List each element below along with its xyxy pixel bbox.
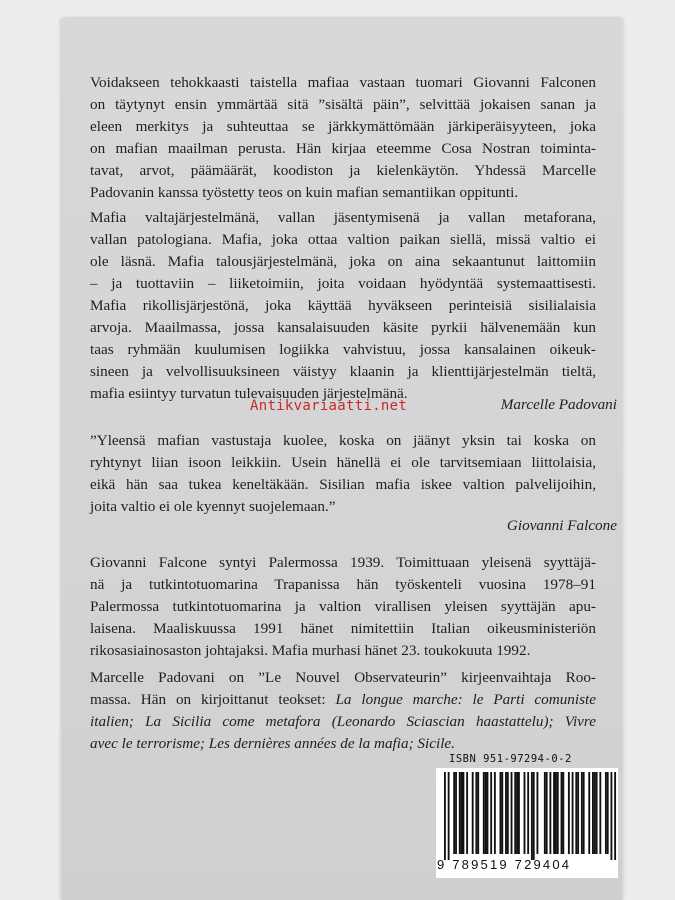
text-line: ryhtynyt liian isoon leikkiin. Usein hänellä ei ole tarvitsemiaan liittolaisia,: [90, 454, 596, 471]
barcode-bar: [444, 772, 446, 860]
quote-paragraph: [90, 430, 596, 518]
text-line: Giovanni Falcone syntyi Palermossa 1939. Toimittuaan yleisenä syyttäjä-: [90, 554, 596, 571]
text-line: – ja tuottaviin – liiketoimiin, joita voidaan hyödyntää systemaattisesti.: [90, 275, 596, 292]
text-line: on täytynyt ensin ymmärtää sitä ”sisältä päin”, selvittää jokaisen sanan ja: [90, 96, 596, 113]
barcode-bar: [588, 772, 590, 854]
text-line: Marcelle Padovani on ”Le Nouvel Observateurin” kirjeenvaihtaja Roo-: [90, 669, 596, 686]
text-line: Mafia rikollisjärjestönä, joka käyttää hyväkseen perinteisiä sisilialaisia: [90, 297, 596, 314]
barcode-bar: [485, 772, 487, 854]
barcode-bar: [562, 772, 564, 854]
barcode-bars: [436, 768, 618, 860]
barcode-bar: [507, 772, 509, 854]
barcode-bar: [472, 772, 474, 854]
barcode-bar: [568, 772, 570, 854]
barcode-bar: [596, 772, 598, 854]
barcode-bar: [514, 772, 516, 854]
barcode-bar: [527, 772, 529, 854]
barcode-bar: [544, 772, 546, 854]
barcode-bar: [494, 772, 496, 854]
barcode-bar: [549, 772, 551, 854]
barcode-number: 9 789519 729404: [437, 857, 572, 872]
barcode-bar: [555, 772, 557, 854]
barcode-bar: [490, 772, 492, 854]
text-line: Mafia valtajärjestelmänä, vallan jäsentymisenä ja vallan metaforana,: [90, 209, 596, 226]
barcode-bar: [575, 772, 577, 854]
isbn-label: ISBN 951-97294-0-2: [449, 753, 572, 765]
barcode-bar: [533, 772, 535, 860]
text-line: arvoja. Maailmassa, jossa kansalaisuuden käsite pyrkii hälvenemään kun: [90, 319, 596, 336]
barcode-bar: [518, 772, 520, 854]
barcode-bar: [448, 772, 450, 860]
barcode-bar: [466, 772, 468, 854]
bio-padovani: [90, 667, 596, 755]
text-line: joita valtio ei ole kyennyt suojelemaan.”: [90, 498, 336, 515]
signature-falcone: Giovanni Falcone: [506, 517, 617, 534]
barcode-bar: [605, 772, 607, 854]
barcode-bar: [463, 772, 465, 854]
text-line: ole läsnä. Mafia talousjärjestelmänä, joka on aina sekaantunut laittomiin: [90, 253, 596, 270]
barcode-bar: [537, 772, 539, 854]
barcode-bar: [572, 772, 574, 854]
text-line: taas ryhmään kuulumisen logiikka vahvistuu, jossa kansalainen oikeuk-: [90, 341, 596, 358]
barcode-bar: [594, 772, 596, 854]
text-line: Voidakseen tehokkaasti taistella mafiaa vastaan tuomari Giovanni Falconen: [90, 74, 596, 91]
text-line: avec le terrorisme; Les dernières années de la mafia; Sicile.: [90, 735, 455, 752]
text-line: rikosasiainosaston johtajaksi. Mafia murhasi hänet 23. toukokuuta 1992.: [90, 642, 531, 659]
text-line: eleen merkitys ja suhteuttaa se järkkymättömään järkiperäisyyteen, joka: [90, 118, 596, 135]
text-line: sineen ja velvollisuuksineen väistyy klaanin ja klienttijärjestelmän tieltä,: [90, 363, 596, 380]
text-line: ”Yleensä mafian vastustaja kuolee, koska on jäänyt yksin tai koska on: [90, 432, 596, 449]
text-line: massa. Hän on kirjoittanut teokset: La longue marche: le Parti comuniste: [90, 691, 596, 708]
text-line: nä ja tutkintotuomarina Trapanissa hän työskenteli vuosina 1978–91: [90, 576, 596, 593]
blurb-paragraph-2: [90, 207, 596, 405]
watermark-text: Antikvariaatti.net: [250, 398, 408, 414]
barcode-bar: [516, 772, 518, 854]
text-line: mafia esiintyy turvatun tulevaisuuden järjestelmänä.: [90, 385, 408, 402]
bio-falcone: [90, 552, 596, 662]
text-line: Padovanin kanssa työstetty teos on kuin mafian semantiikan oppitunti.: [90, 184, 519, 201]
barcode-bar: [500, 772, 502, 854]
barcode-bar: [592, 772, 594, 854]
barcode-bar: [577, 772, 579, 854]
blurb-paragraph-1: [90, 72, 596, 204]
text-line: tavat, arvot, päämäärät, koodiston ja kielenkäytön. Yhdessä Marcelle: [90, 162, 596, 179]
text-line: eikä hän saa tukea keneltäkään. Sisilian mafia iskee valtion palvelijoihin,: [90, 476, 596, 493]
barcode-bar: [557, 772, 559, 854]
barcode-bar: [453, 772, 455, 854]
barcode-bar: [599, 772, 601, 854]
barcode-bar: [505, 772, 507, 854]
signature-padovani: Marcelle Padovani: [500, 396, 617, 413]
barcode-bar: [455, 772, 457, 854]
barcode-bar: [511, 772, 513, 854]
text-line: on mafian maailman perusta. Hän kirjaa eteemme Cosa Nostran toiminta-: [90, 140, 596, 157]
barcode-bar: [501, 772, 503, 854]
text-line: Palermossa tutkintotuomarina ja valtion virallisen yleisen syyttäjän apu-: [90, 598, 596, 615]
barcode-bar: [459, 772, 461, 854]
text-line: vallan patologiana. Mafia, joka ottaa valtion paikan siellä, missä valtio ei: [90, 231, 596, 248]
text-line: laisena. Maaliskuussa 1991 hänet nimitettiin Italian oikeusministeriön: [90, 620, 596, 637]
barcode-bar: [546, 772, 548, 854]
text-line: italien; La Sicilia come metafora (Leonardo Sciascian haastattelu); Vivre: [90, 713, 596, 730]
barcode-bar: [614, 772, 616, 860]
barcode-bar: [461, 772, 463, 854]
barcode-bar: [583, 772, 585, 854]
barcode-bar: [475, 772, 477, 854]
barcode-bar: [553, 772, 555, 854]
barcode-bar: [561, 772, 563, 854]
barcode-bar: [531, 772, 533, 860]
barcode-bar: [607, 772, 609, 854]
barcode-bar: [483, 772, 485, 854]
barcode-bar: [477, 772, 479, 854]
barcode-bar: [581, 772, 583, 854]
barcode-bar: [487, 772, 489, 854]
barcode-bar: [611, 772, 613, 860]
barcode-bar: [524, 772, 526, 854]
